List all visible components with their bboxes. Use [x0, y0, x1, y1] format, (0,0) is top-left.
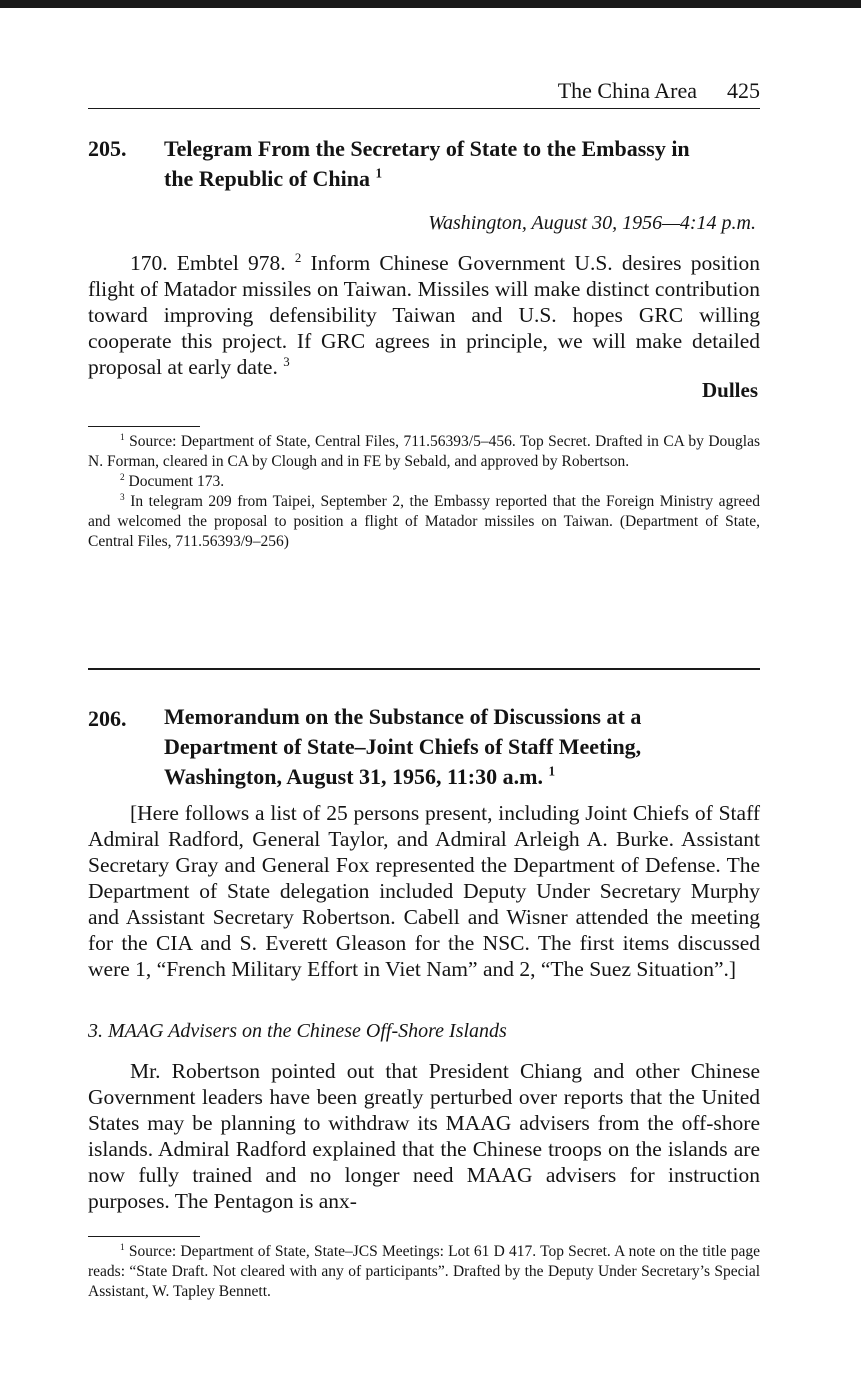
doc-205-body-start: 170. Embtel 978.	[130, 251, 286, 275]
header-section-title: The China Area	[557, 78, 697, 103]
document-divider	[88, 668, 760, 670]
doc-206-footnotes	[88, 1242, 760, 1302]
doc-205-signature: Dulles	[701, 378, 758, 402]
doc-206-intro	[88, 800, 760, 982]
footnote-mark: 3	[120, 492, 125, 503]
page-top-border	[0, 0, 861, 8]
running-header	[88, 78, 760, 109]
doc-206-paragraph	[88, 1058, 760, 1214]
doc-205-title-footnote-mark: 1	[375, 165, 383, 181]
footnote-text: Document 173.	[128, 473, 225, 490]
doc-206-title-line-2: Department of State–Joint Chiefs of Staff Meeting,	[164, 734, 642, 759]
footnote	[88, 472, 760, 492]
doc-206-footnote-rule	[88, 1236, 200, 1237]
doc-205-title-line-1: Telegram From the Secretary of State to the Embassy in	[164, 136, 690, 161]
doc-205-body-footnote-3: 3	[283, 354, 290, 369]
doc-205-footnotes	[88, 432, 760, 552]
doc-205-number: 205.	[88, 136, 127, 161]
page-number: 425	[727, 78, 760, 103]
doc-206-title-line-3: Washington, August 31, 1956, 11:30 a.m.	[164, 764, 543, 789]
footnote-mark: 1	[120, 1242, 125, 1253]
doc-205-body-text: Inform Chinese Government U.S. desires position flight of Matador missiles on Taiwan. Missiles will make distinct contribution toward improving defensibility Taiwan and U.S. hopes GRC willing cooperate this project. If GRC agrees in principle, we will make detailed proposal at early date.	[88, 251, 760, 379]
footnote-text: Source: Department of State, Central Files, 711.56393/5–456. Top Secret. Drafted in CA by Douglas N. Forman, cleared in CA by Clough and in FE by Sebald, and approved by Robertson.	[88, 433, 761, 470]
footnote	[88, 492, 760, 552]
doc-205-dateline: Washington, August 30, 1956—4:14 p.m.	[428, 212, 756, 234]
footnote-text: Source: Department of State, State–JCS Meetings: Lot 61 D 417. Top Secret. A note on the title page reads: “State Draft. Not cleared with any of participants”. Drafted by the Deputy Under Secretary’s Special Assistant, W. Tapley Bennett.	[88, 1243, 760, 1300]
footnote-mark: 1	[120, 432, 125, 443]
doc-206-paragraph-text: Mr. Robertson pointed out that President Chiang and other Chinese Government leaders have been greatly perturbed over reports that the United States may be planning to withdraw its MAAG advisers from the off-shore islands. Admiral Radford explained that the Chinese troops on the islands are now fully trained and no longer need MAAG advisers for instruction purposes. The Pentagon is anx-	[88, 1059, 760, 1213]
doc-205-title	[164, 134, 764, 194]
doc-206-title-line-1: Memorandum on the Substance of Discussions at a	[164, 704, 642, 729]
doc-205-body	[88, 250, 760, 380]
footnote	[88, 432, 760, 472]
doc-205-title-line-2: the Republic of China	[164, 166, 370, 191]
footnote	[88, 1242, 760, 1302]
doc-206-title-footnote-mark: 1	[548, 763, 556, 779]
doc-206-title	[164, 702, 764, 792]
doc-206-intro-text: [Here follows a list of 25 persons present, including Joint Chiefs of Staff Admiral Radford, General Taylor, and Admiral Arleigh A. Burke. Assistant Secretary Gray and General Fox represented the Department of Defense. The Department of State delegation included Deputy Under Secretary Murphy and Assistant Secretary Robertson. Cabell and Wisner attended the meeting for the CIA and S. Everett Gleason for the NSC. The first items discussed were 1, “French Military Effort in Viet Nam” and 2, “The Suez Situation”.]	[88, 801, 760, 981]
footnote-text: In telegram 209 from Taipei, September 2, the Embassy reported that the Foreign Ministry agreed and welcomed the proposal to position a flight of Matador missiles on Taiwan. (Department of State, Central Files, 711.56393/9–256)	[88, 493, 760, 550]
doc-205-footnote-rule	[88, 426, 200, 427]
doc-206-number: 206.	[88, 706, 127, 731]
doc-205-body-footnote-2: 2	[294, 250, 302, 265]
footnote-mark: 2	[120, 472, 125, 483]
doc-206-subheading: 3. MAAG Advisers on the Chinese Off-Shore Islands	[88, 1020, 507, 1042]
